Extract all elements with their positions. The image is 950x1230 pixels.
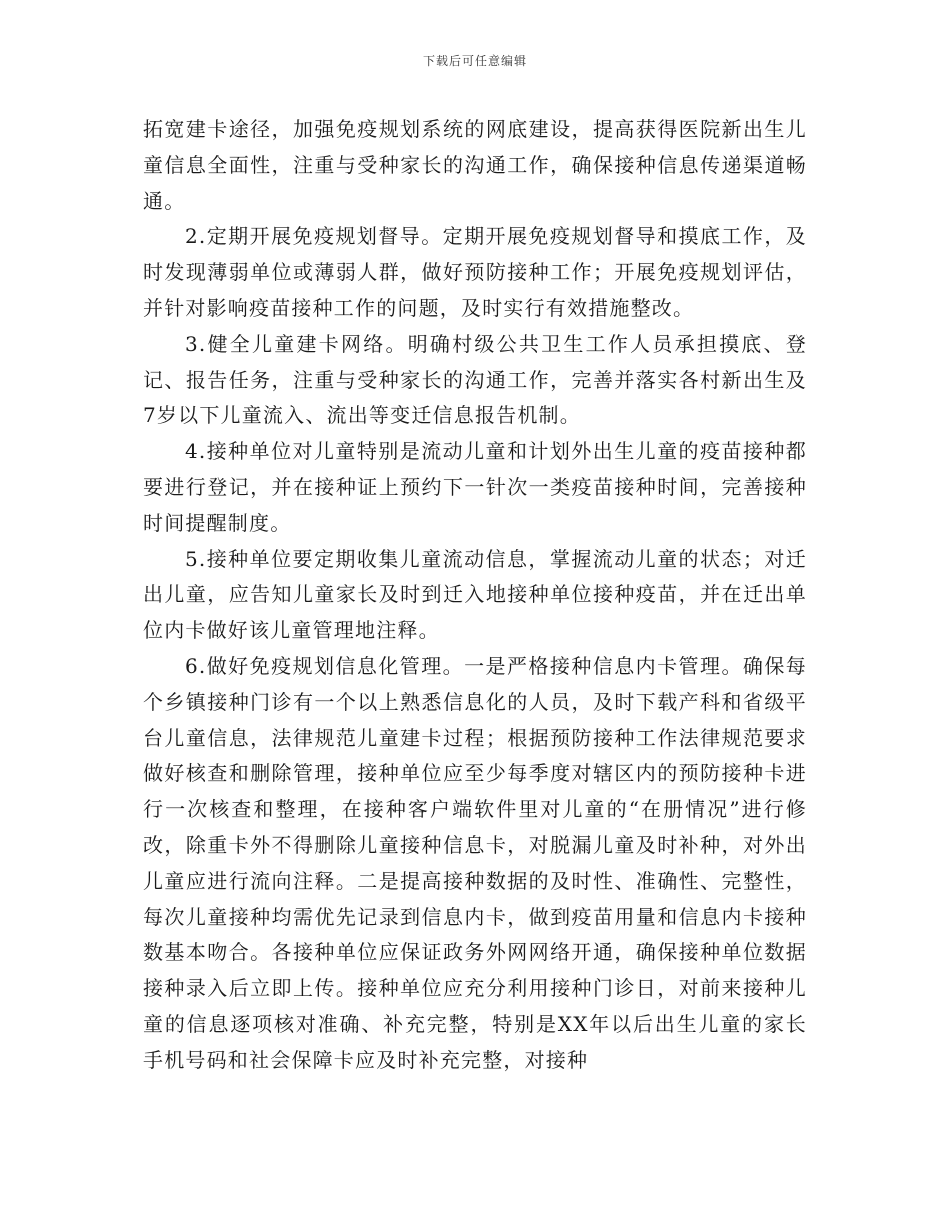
paragraph-item-5: 5.接种单位要定期收集儿童流动信息，掌握流动儿童的状态；对迁出儿童，应告知儿童家长及时到迁入地接种单位接种疫苗，并在迁出单位内卡做好该儿童管理地注释。 [143, 546, 807, 643]
page-header: 下载后可任意编辑 [422, 54, 527, 68]
paragraph-item-6: 6.做好免疫规划信息化管理。一是严格接种信息内卡管理。确保每个乡镇接种门诊有一个以上熟悉信息化的人员，及时下载产科和省级平台儿童信息，法律规范儿童建卡过程；根据预防接种工作法律规范要求做好核查和删除管理，接种单位应至少每季度对辖区内的预防接种卡进行一次核查和整理，在接种客户端软件里对儿童的“在册情况”进行修改，除重卡外不得删除儿童接种信息卡，对脱漏儿童及时补种，对外出儿童应进行流向注释。二是提高接种数据的及时性、准确性、完整性，每次儿童接种均需优先记录到信息内卡，做到疫苗用量和信息内卡接种数基本吻合。各接种单位应保证政务外网网络开通，确保接种单位数据接种录入后立即上传。接种单位应充分利用接种门诊日，对前来接种儿童的信息逐项核对准确、补充完整，特别是XX年以后出生儿童的家长手机号码和社会保障卡应及时补充完整，对接种 [143, 653, 807, 1072]
document-body [143, 112, 807, 1079]
paragraph-item-4: 4.接种单位对儿童特别是流动儿童和计划外出生儿童的疫苗接种都要进行登记，并在接种证上预约下一针次一类疫苗接种时间，完善接种时间提醒制度。 [143, 439, 807, 535]
paragraph-item-2: 2.定期开展免疫规划督导。定期开展免疫规划督导和摸底工作，及时发现薄弱单位或薄弱人群，做好预防接种工作；开展免疫规划评估，并针对影响疫苗接种工作的问题，及时实行有效措施整改。 [143, 224, 807, 320]
paragraph-item-3: 3.健全儿童建卡网络。明确村级公共卫生工作人员承担摸底、登记、报告任务，注重与受种家长的沟通工作，完善并落实各村新出生及7岁以下儿童流入、流出等变迁信息报告机制。 [143, 331, 807, 428]
paragraph-continuation: 拓宽建卡途径，加强免疫规划系统的网底建设，提高获得医院新出生儿童信息全面性，注重与受种家长的沟通工作，确保接种信息传递渠道畅通。 [143, 117, 807, 213]
